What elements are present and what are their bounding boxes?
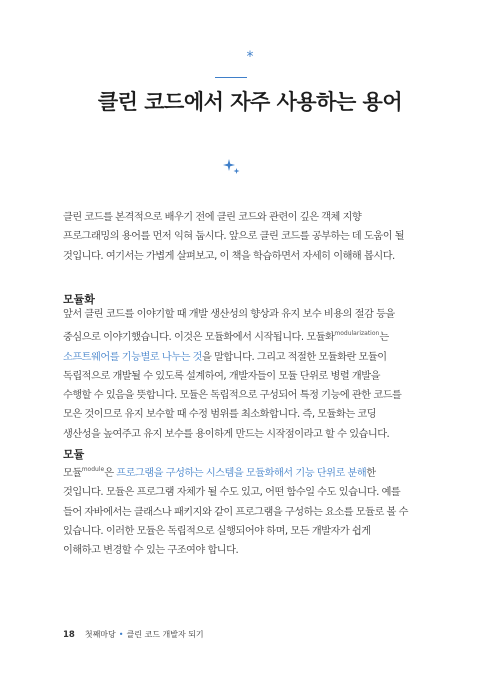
text-run: 모듈 [63,468,82,479]
ornament-rule [215,77,247,78]
text-run: 을 말합니다. 그리고 적절한 모듈화란 모듈이 독립적으로 개발될 수 있도록 설계하여, 개발자들이 모듈 단위로 병렬 개발을 수행할 수 있음을 뜻합니다. 모듈은 독립적으로 구성되어 특정 기능에 관한 코드를 모은 것이므로 유지 보수할 때 수정 범위를 최소화합니다. 즉, 모듈화는 코딩 생산성을 높여주고 유지 보수를 용이하게 만드는 시작점이라고 할 수 있습니다. [63,351,402,440]
intro-paragraph: 클린 코드를 본격적으로 배우기 전에 클린 코드와 관련이 깊은 객체 지향 프로그래밍의 용어를 먼저 익혀 둡시다. 앞으로 클린 코드를 공부하는 데 도움이 될 것입니다. 여기서는 가볍게 살펴보고, 이 책을 학습하면서 자세히 이해해 봅시다. [63,212,405,262]
term-superscript: modularization [334,330,380,338]
page-title: 클린 코드에서 자주 사용하는 용어 [97,90,403,114]
modularization-paragraph [63,305,408,444]
footer-separator-icon: • [118,630,124,639]
footer-chapter: 클린 코드 개발자 되기 [126,630,204,639]
section-heading-module: 모듈 [63,448,85,461]
page-footer [63,629,204,640]
highlight-text: 소프트웨어를 기능별로 나누는 것 [63,351,202,363]
term-superscript: module [81,466,105,473]
text-run: 는 [379,332,389,344]
sparkle-icon [222,158,242,176]
footer-part: 첫째마당 [84,630,116,639]
highlight-text: 프로그램을 구성하는 시스템을 모듈화해서 기능 단위로 분해 [116,468,367,479]
ornament-star: * [246,49,254,65]
module-paragraph [63,460,408,560]
text-run: 앞서 클린 코드를 이야기할 때 개발 생산성의 향상과 유지 보수 비용의 절감 등을 중심으로 이야기했습니다. 이것은 모듈화에서 시작됩니다. 모듈화 [63,309,395,344]
section-heading-modularization: 모듈화 [63,293,95,306]
text-run: 한 것입니다. 모듈은 프로그램 자체가 될 수도 있고, 어떤 함수일 수도 있습니다. 예를 들어 자바에서는 클래스나 패키지와 같이 프로그램을 구성하는 요소를 모듈로 볼 수 있습니다. 이러한 모듈은 독립적으로 실행되어야 하며, 모든 개발자가 쉽게 이해하고 변경할 수 있는 구조여야 합니다. [63,468,408,557]
text-run: 은 [104,468,117,479]
page-number: 18 [63,630,75,640]
